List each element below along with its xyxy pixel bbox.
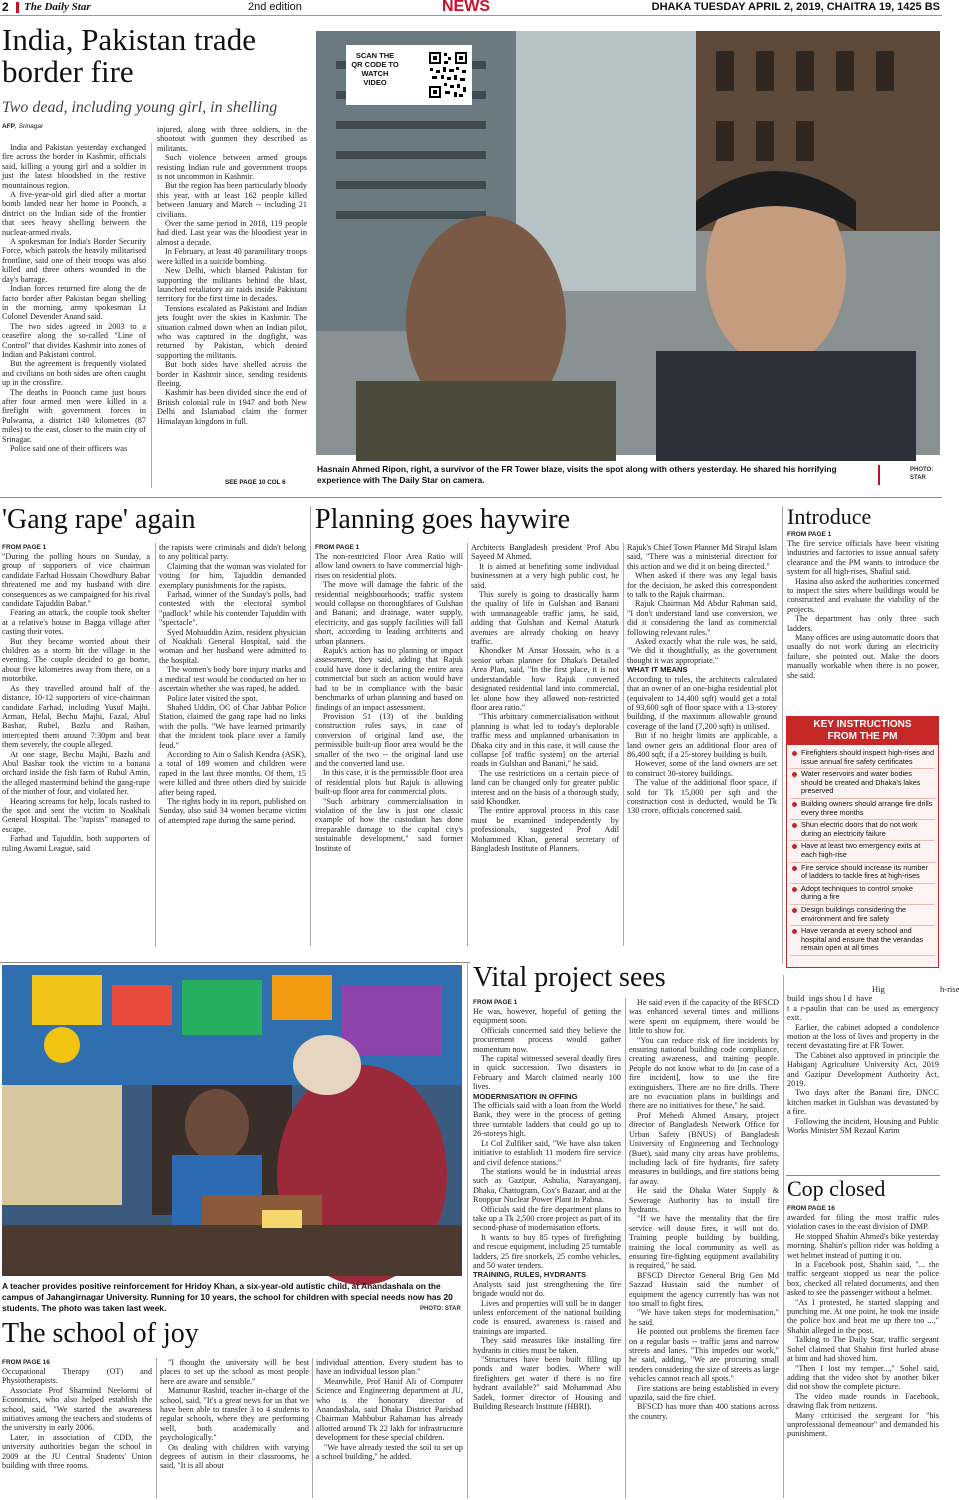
paragraph: The department has only three such ladders. bbox=[787, 614, 939, 633]
paragraph: "If we have the mentality that the fire service will douse fires, it will not do. Training people building by building, training the local community as well as ensuring fire-fighting equipment availability is required," he said. bbox=[629, 1214, 779, 1271]
paragraph: It is aimed at benefiting some individual businessmen at a very high public cost, he said. bbox=[471, 561, 619, 590]
key-instructions-list bbox=[787, 745, 938, 956]
paragraph: When asked if there was any legal basis for the decision, he asked this correspondent to talk to the Rajuk chairman. bbox=[627, 571, 777, 600]
paragraph: The video made rounds in Facebook, drawing flak from netizens. bbox=[787, 1391, 939, 1411]
paragraph: According to rules, the architects calculated that an owner of an one-bigha residential plot (equivalent to 14,400 sqft) would get a total of 93,600 sqft of floor space with a 13-storey building, if the maximum allowable ground coverage of the land (7,200 sqft) is utilised. bbox=[627, 674, 777, 731]
top-photo-credit: PHOTO: STAR bbox=[910, 467, 934, 481]
paragraph: On dealing with children with varying degrees of autism in their classrooms, he said, "It is all about bbox=[160, 1442, 309, 1471]
border-fire-column-1 bbox=[2, 143, 146, 488]
paragraph: individual attention. Every student has to have an individual lesson plan." bbox=[316, 1358, 463, 1377]
paragraph: New Delhi, which blamed Pakistan for supporting the militants behind the blast, launched retaliatory air raids inside Pakistani territory for the first time in decades. bbox=[157, 266, 307, 304]
subhead-border-fire: Two dead, including young girl, in shelling bbox=[2, 99, 278, 116]
paper-name: The Daily Star bbox=[24, 1, 91, 13]
key-instruction-item: Firefighters should inspect high-rises and issue annual fire safety certificates bbox=[790, 748, 935, 769]
cop-closed-column bbox=[787, 1204, 939, 1498]
paragraph: A spokesman for India's Border Security Force, which patrols the heavily militarised frontline, said one of their troops was also killed and three others wounded in the day's barrage. bbox=[2, 237, 146, 284]
paragraph: Earlier, the cabinet adopted a condolence motion at the loss of lives and property in the recent devastating fire at FR Tower. bbox=[787, 1022, 939, 1051]
classroom-scene bbox=[2, 965, 462, 1276]
paragraph: Syed Mohiuddin Azim, resident physician of Noakhali General Hospital, said the woman and her husband were admitted to the hospital. bbox=[159, 627, 306, 665]
paragraph: The two sides agreed in 2003 to a ceasefire along the so-called "Line of Control" that divides Kashmir into zones of Indian and Pakistani control. bbox=[2, 321, 146, 359]
paragraph: "We have already tested the soil to set up a school building," he added. bbox=[316, 1442, 463, 1462]
headline-vital-project: Vital project sees bbox=[473, 962, 666, 993]
paragraph: "We have taken steps for modernisation," he said. bbox=[629, 1308, 779, 1327]
qr-box bbox=[346, 45, 472, 105]
paragraph: In this case, it is the permissible floor area of residential plots but Rajuk is allowing built-up floor area for commercial plots. bbox=[315, 768, 463, 797]
paragraph: "Such arbitrary commercialisation in violation of the law is just one classic example of how the custodian has done irreparable damage to the capital city's sustainable development," said former Institute of bbox=[315, 796, 463, 853]
paragraph: But they became worried about their children as a storm hit the village in the evening. The couple decided to go home, about five kilometres away from there, on a motorbike. bbox=[2, 636, 150, 684]
paragraph: The women's body bore injury marks and a medical test would be conducted on her to ascertain whether she was raped, he added. bbox=[159, 665, 306, 694]
paragraph: Rajuk Chairman Md Abdur Rahman said, "I don't understand land use conversion, we did it considering the land as commercial following relevant rules." bbox=[627, 599, 777, 637]
paragraph: Fearing an attack, the couple took shelter at a relative's house in Bagga village after casting their votes. bbox=[2, 608, 150, 637]
paragraph: Lives and properties will still be in danger unless enforcement of the national building code is ensured, awareness is raised and trainings are imparted. bbox=[473, 1298, 621, 1336]
caption-rule bbox=[878, 465, 880, 485]
masthead-bar bbox=[16, 2, 19, 13]
anandashala-photo bbox=[2, 965, 462, 1276]
from-page-label: FROM PAGE 16 bbox=[2, 1359, 50, 1366]
column-rule bbox=[467, 543, 468, 946]
gang-rape-column-1 bbox=[2, 543, 150, 947]
paragraph: Analysts said just strengthening the fire brigade would not do. bbox=[473, 1279, 621, 1299]
from-page-label: FROM PAGE 1 bbox=[473, 999, 518, 1006]
from-page-label: FROM PAGE 1 bbox=[2, 544, 47, 551]
paragraph: It wants to buy 85 types of firefighting and rescue equipment, including 25 turntable ladders, 25 fire snorkels, 25 combo vehicles, and 50 water tenders. bbox=[473, 1232, 621, 1270]
paragraph: Mamunur Rashid, teacher in-charge of the school, said, "It's a great news for us that we have been able to transfer 3 to 4 students to regular schools, where they are performing well, both academically and psychologically." bbox=[160, 1386, 309, 1443]
paragraph: He pointed out problems the firemen face on a regular basis -- traffic jams and narrow streets and lanes. "This impedes our work," he said, adding, "We are procuring small tenders considering the size of streets as large vehicles cannot reach all spots." bbox=[629, 1327, 779, 1384]
key-instruction-item: Have at least two emergency exits at each high-rise bbox=[790, 841, 935, 862]
paragraph: The rights body in its report, published on Sunday, also said 34 women became victim of attempted rape during the same period. bbox=[159, 796, 306, 825]
headline-cop-closed: Cop closed bbox=[787, 1176, 886, 1201]
paragraph: Shahed Uddin, OC of Char Jabbar Police Station, claimed the gang rape had no links with the polls. "We have learned primarily that the incident took place over a family feud." bbox=[159, 702, 306, 750]
paragraph: The deaths in Poonch came just hours after four armed men were killed in a firefight with government forces in Pulwama, a district 140 kilometres (87 miles) to the east, closer to the main city of Srinagar. bbox=[2, 387, 146, 444]
paragraph: the rapists were criminals and didn't belong to any political party. bbox=[159, 543, 306, 562]
paragraph: But the region has been particularly bloody this year, with at least 162 people killed between January and March -- including 21 civilians. bbox=[157, 181, 307, 219]
paragraph: "Structures have been built filling up ponds and water bodies. Where will firefighters get water if there is no fire hydrant available?" said Mohammad Abu Sadek, former director of Housing and Building Research Institute (HBRI). bbox=[473, 1355, 621, 1412]
bottom-photo-caption: A teacher provides positive reinforcement for Hridoy Khan, a six-year-old autistic child, at Anandashala on the campus of Jahangirnagar University. Running for 10 years, the school for children with special needs now has 20 students. The photo was taken last week. bbox=[2, 1281, 453, 1313]
subhead-training: TRAINING, RULES, HYDRANTS bbox=[473, 1270, 587, 1280]
paragraph: Police said one of their officers was bbox=[10, 444, 128, 453]
paragraph: Indian forces returned fire along the de facto border after Pakistan began shelling in the morning, army spokesman Lt Colonel Devender Anand said. bbox=[2, 284, 146, 322]
qr-code-icon bbox=[428, 51, 468, 99]
subhead-modernisation: MODERNISATION IN OFFING bbox=[473, 1091, 578, 1101]
paragraph: "Then I lost my temper...," Sohel said, adding that the video shot by another biker did not show the complete picture. bbox=[787, 1363, 939, 1392]
paragraph: But both sides have shelled across the border in Kashmir since, sending residents fleeing. bbox=[157, 360, 307, 388]
paragraph: According to Ain o Salish Kendra (ASK), a total of 189 women and children were raped in the last three months. Of them, 15 were killed and three others died by suicide after being raped. bbox=[159, 749, 306, 797]
high-rise-line-1: Hig h-rise bbox=[872, 984, 959, 994]
paragraph: He stopped Shahin Ahmed's bike yesterday morning. Shahin's pillion rider was holding a wet helmet instead of putting it on. bbox=[787, 1231, 939, 1260]
paragraph: He was, however, hopeful of getting the equipment soon. bbox=[473, 1007, 621, 1026]
key-instruction-item: Adopt techniques to control smoke during a fire bbox=[790, 884, 935, 905]
column-rule bbox=[151, 143, 152, 488]
paragraph: At one stage, Bechu Majhi, Bazlu and Abul Bashar took the victim to a banana orchard inside the fish farm of Ruhul Amin, the alleged mastermind behind the gang-rape of the mother of four, and violated her. bbox=[2, 749, 150, 797]
paragraph: Occupational Therapy (OT) and Physiotherapists. bbox=[2, 1367, 152, 1386]
byline-place: , Srinagar bbox=[15, 123, 44, 130]
paragraph: He said even if the capacity of the BFSCD was enhanced several times and millions were spent on equipment, there would be little to show for. bbox=[629, 998, 779, 1036]
paragraph: Rajuk's Chief Town Planner Md Sirajul Islam said, "There was a ministerial direction for this action and we did it on being directed." bbox=[627, 543, 777, 571]
paragraph: Following the incident, Housing and Public Works Minister SM Rezaul Karim bbox=[787, 1116, 939, 1136]
column-rule bbox=[623, 543, 624, 946]
from-page-label: FROM PAGE 1 bbox=[787, 531, 832, 538]
paragraph: This surely is going to drastically harm the quality of life in Gulshan and Banani with unmanageable traffic jams, he said, adding that Gulshan and Kemal Ataturk avenues are already choking on heavy traffic. bbox=[471, 590, 619, 647]
paragraph: The move will damage the fabric of the residential neighbourhoods; traffic system would collapse on thoroughfares of Gulshan and Banani; and drainage, water supply, electricity, and gas supply facilities will fall short, according to leading architects and urban planners. bbox=[315, 580, 463, 646]
gang-rape-column-2 bbox=[159, 543, 306, 947]
column-rule bbox=[467, 962, 468, 1498]
byline bbox=[2, 123, 43, 130]
paragraph: "During the polling hours on Sunday, a group of supporters of vice chairman candidate Farhad Hossain Chowdhury Babar threatened me and my husband with dire consequences as we campaigned for his rival candidate Tajuddin Babar." bbox=[2, 552, 150, 609]
paragraph: BFSCD Director General Brig Gen Md Sazzad Hussain said the number of equipment the agency currently has was not too small to fight fires. bbox=[629, 1270, 779, 1308]
paragraph: Provision 51 (13) of the building construction rules says, in case of conversion of original land use, the permissible built-up floor area would be the smaller of the two -- the original land use and the converted land use. bbox=[315, 711, 463, 768]
column-rule bbox=[782, 506, 783, 964]
paragraph: Kashmir has been divided since the end of British colonial rule in 1947 and both New Delhi and Islamabad claim the former Himalayan kingdom in full. bbox=[157, 388, 307, 426]
paragraph: In February, at least 40 paramilitary troops were killed in a suicide bombing. bbox=[157, 247, 307, 266]
paragraph: Asked exactly what the rule was, he said, "We did it thoughtfully, as the government thought it was appropriate." bbox=[627, 637, 777, 665]
paragraph: They said measures like installing fire hydrants in cities must be taken. bbox=[473, 1336, 621, 1355]
from-page-label: FROM PAGE 16 bbox=[787, 1205, 835, 1212]
paragraph: As they travelled around half of the distance, 10-12 supporters of vice-chairman candidate Farhad, including Yusuf Majhi, Arman, Helal, Bechu Majhi, Fazal, Abul Bashar, Rubel, Bazlu and Raihan, intercepted them around 7:30pm and beat them severely, the couple alleged. bbox=[2, 683, 150, 750]
introduce-column bbox=[787, 530, 939, 716]
column-rule bbox=[312, 1358, 313, 1498]
paragraph: India and Pakistan yesterday exchanged fire across the border in Kashmir, officials said, killing a young girl and a soldier in just the latest bloodshed in the restive mountainous region. bbox=[2, 143, 146, 190]
paragraph: Prof Mehedi Ahmed Ansary, project director of Bangladesh Network Office for Urban Safety (BNUS) of Bangladesh University of Engineering and Technology (Buet), said many city areas have problems, including lack of fire hydrants, fire safety measures in buildings, and fire stations being far away. bbox=[629, 1110, 779, 1186]
dateline: DHAKA TUESDAY APRIL 2, 2019, CHAITRA 19, 1425 BS bbox=[651, 1, 940, 13]
paragraph: Many criticised the sergeant for "his unprofessional demeanour" and demanded his punishment. bbox=[787, 1410, 939, 1439]
paragraph: Talking to The Daily Star, traffic sergeant Sohel claimed that Shahin first hurled abuse at him and had shoved him. bbox=[787, 1335, 939, 1364]
planning-column-2 bbox=[471, 543, 619, 946]
key-instruction-item: Design buildings considering the environment and fire safety bbox=[790, 905, 935, 926]
paragraph: injured, along with three soldiers, in the shootout with gunmen they described as militants. bbox=[157, 125, 307, 153]
paragraph: Architects Bangladesh president Prof Abu Sayeed M Ahmed. bbox=[471, 543, 619, 562]
fr-tower-photo bbox=[316, 31, 940, 455]
column-rule bbox=[625, 998, 626, 1498]
paragraph: Over the same period in 2018, 119 people had died. Last year was the bloodiest year in almost a decade. bbox=[157, 219, 307, 247]
paragraph: Fire stations are being established in every upazila, said the fire chief. bbox=[629, 1383, 779, 1403]
key-instruction-item: Fire service should increase its number of ladders to tackle fires at high-rises bbox=[790, 863, 935, 884]
paragraph: BFSCD has more than 400 stations across the country. bbox=[629, 1402, 779, 1421]
paragraph: Hasina also asked the authorities concerned to inspect the sites where buildings would be constructed and evaluate the viability of the projects. bbox=[787, 576, 939, 614]
top-photo-caption: Hasnain Ahmed Ripon, right, a survivor of the FR Tower blaze, visits the spot along with others yesterday. He shared his horrifying experience with The Daily Star on camera. bbox=[317, 464, 837, 485]
school-column-2 bbox=[160, 1358, 309, 1498]
paragraph: Khondker M Ansar Hossain, who is a senior urban planner for Dhaka's Detailed Area Plan, said, "In the first place, it is not understandable how Rajuk converted designated residential land into commercial, let alone how they allowed non-restricted floor area ratio." bbox=[471, 646, 619, 712]
qr-label: SCAN THE QR CODE TO WATCH VIDEO bbox=[351, 51, 399, 87]
vital-project-column-2 bbox=[629, 998, 779, 1498]
headline-border-fire: India, Pakistan trade border fire bbox=[2, 22, 256, 89]
paragraph: The non-restricted Floor Area Ratio will allow land owners to have commercial high-rises on residential plots. bbox=[315, 552, 463, 580]
byline-agency: AFP bbox=[2, 123, 15, 130]
paragraph: "You can reduce risk of fire incidents by ensuring national building code compliance, creating awareness, and training people. People do not know what to do [in case of a fire incident], how to use the fire extinguishers. There are no fire drills. There are no evacuation plans in buildings and there are no initiatives for these," he said. bbox=[629, 1035, 779, 1111]
paragraph: The value of the additional floor space, if sold for Tk 15,000 per sqft and the construction cost is deducted, would be Tk 130 crore, officials concerned said. bbox=[627, 778, 777, 816]
paragraph: Tensions escalated as Pakistani and Indian jets fought over the skies in Kashmir. The situation calmed down when an Indian pilot, who was captured in the dogfight, was returned by Pakistan, which denied supporting the militants. bbox=[157, 303, 307, 360]
paragraph: The entire approval process in this case must be examined independently by professionals, suggested Prof Adil Mohammed Khan, general secretary of Bangladesh Institute of Planners. bbox=[471, 806, 619, 853]
paragraph: However, some of the land owners are set to construct 30-storey buildings. bbox=[627, 759, 777, 778]
column-rule bbox=[783, 975, 784, 1498]
planning-column-3 bbox=[627, 543, 777, 946]
paragraph: But the agreement is frequently violated and civilians on both sides are often caught up in the crossfire. bbox=[2, 359, 146, 388]
key-instruction-item: Water reservoirs and water bodies should be created and Dhaka's lakes preserved bbox=[790, 769, 935, 799]
section-rule-2 bbox=[0, 962, 470, 963]
paragraph: The use restrictions on a certain piece of land can be changed only for greater public interest and on the basis of a thorough study, said Khondker. bbox=[471, 768, 619, 806]
key-instructions-title: KEY INSTRUCTIONS FROM THE PM bbox=[787, 717, 938, 745]
paragraph: t a r-paulin that can be used as emergency exit. bbox=[787, 1003, 939, 1023]
column-rule bbox=[310, 506, 311, 946]
paragraph: awarded for filing the most traffic rules violation cases in the east division of DMP. bbox=[787, 1213, 939, 1232]
paragraph: The stations would be in industrial areas such as Gazipur, Ashulia, Narayanganj, Dhaka, Chattogram, Cox's Bazaar, and at the Rooppur Nuclear Power Plant in Pabna. bbox=[473, 1166, 621, 1205]
paragraph: Rajuk's action has no planning or impact assessment, they said, adding that Rajuk could have done it declaring the entire area commercial but such an action would have had to be in compliance with the basic benchmarks of urban planning and based on findings of an impact assessment. bbox=[315, 646, 463, 712]
paragraph: He said the Dhaka Water Supply & Sewerage Authority has to install fire hydrants. bbox=[629, 1186, 779, 1214]
from-page-label: FROM PAGE 1 bbox=[315, 544, 360, 551]
subhead-what-it-means: WHAT IT MEANS bbox=[627, 665, 688, 675]
paragraph: Many offices are using automatic doors that usually do not work during an electricity failure, she pointed out. Make the doors manually workable when there is no power, she said. bbox=[787, 633, 940, 680]
headline-introduce: Introduce bbox=[787, 504, 872, 529]
paragraph: Claiming that the woman was violated for voting for him, Tajuddin demanded exemplary punishments for the rapists. bbox=[159, 561, 306, 590]
school-column-1 bbox=[2, 1358, 152, 1498]
paragraph: Officials concerned said they believe the procurement process would gather momentum now. bbox=[473, 1025, 621, 1054]
key-instruction-item: Shun electric doors that do not work during an electricity failure bbox=[790, 820, 935, 841]
paragraph: The capital witnessed several deadly fires in quick succession. Two disasters in February and March claimed nearly 100 lives. bbox=[473, 1054, 621, 1092]
bottom-photo-credit: PHOTO: STAR bbox=[420, 1306, 461, 1312]
paragraph: Two days after the Banani fire, DNCC kitchen market in Gulshan was devastated by a fire. bbox=[787, 1088, 939, 1117]
section-rule-1 bbox=[0, 497, 942, 498]
paragraph: Lt Col Zulfiker said, "We have also taken initiative to establish 11 modern fire service and civil defence stations." bbox=[473, 1138, 621, 1167]
paragraph: "This arbitrary commercialisation without planning is what led to today's deplorable traffic mess and unplanned urbanisation in Dhaka city and in this case, it will cause the collapse [of traffic system] on the arterial roads in Gulshan and Banani," he said. bbox=[471, 712, 619, 769]
vital-project-column-1 bbox=[473, 998, 621, 1498]
planning-column-1 bbox=[315, 543, 463, 946]
paragraph: The fire service officials have been visiting industries and factories to issue annual safety clearance and the PM wants to introduce the system for all high-rises, Shafiul said. bbox=[787, 539, 939, 577]
masthead bbox=[0, 0, 942, 16]
paragraph: Later, in association of CDD, the university authorities began the school in 2009 at the JU Central Students' Union building with three rooms. bbox=[2, 1432, 152, 1471]
column-rule bbox=[156, 1358, 157, 1498]
edition-label: 2nd edition bbox=[248, 1, 302, 13]
headline-school-of-joy: The school of joy bbox=[2, 1318, 199, 1349]
page-number: 2 bbox=[2, 0, 9, 14]
border-fire-column-2 bbox=[157, 125, 307, 479]
headline-planning: Planning goes haywire bbox=[315, 504, 571, 535]
paragraph: Hearing screams for help, locals rushed to the spot and sent the victim to Noakhali General Hospital. The "rapists" managed to escape. bbox=[2, 796, 150, 834]
paragraph: "I thought the university will be best places to set up the school as most people here are aware and sensible." bbox=[160, 1358, 309, 1386]
paragraph: Meanwhile, Prof Hanif Ali of Computer Science and Engineering department at JU, who is the honorary director of Anandashala, said Dhaka District Parishad Chairman Mahbubur Rahaman has already allotted around Tk 22 lakh for infrastructure development for these special children. bbox=[316, 1376, 463, 1443]
paragraph: But if no height limits are applicable, a land owner gets an additional floor area of 86,400 sqft, if a 25-storey building is built. bbox=[627, 731, 777, 759]
headline-gang-rape: 'Gang rape' again bbox=[2, 504, 196, 535]
paragraph: "As I protested, he started slapping and punching me. At one point, he took me inside the police box and beat me up there too ...," Shahin alleged in the post. bbox=[787, 1297, 939, 1335]
section-label: NEWS bbox=[442, 0, 490, 15]
jump-line: SEE PAGE 10 COL 6 bbox=[225, 479, 286, 486]
paragraph: Police later visited the spot. bbox=[167, 693, 258, 703]
high-rise-line-2: build ings shou l d have bbox=[787, 993, 873, 1004]
high-rise-column bbox=[787, 984, 959, 1173]
school-column-3 bbox=[316, 1358, 463, 1498]
paragraph: The officials said with a loan from the World Bank, they were in the process of getting three turntable ladders that could go up to 26-storeys high. bbox=[473, 1101, 621, 1139]
paragraph: Officials said the fire department plans to take up a Tk 2,500 crore project as part of its second-phase of modernisation efforts. bbox=[473, 1204, 621, 1233]
paragraph: Farhad and Tajuddin, both supporters of ruling Awami League, said bbox=[2, 834, 150, 853]
paragraph: Such violence between armed groups resisting Indian rule and government troops is not uncommon in Kashmir. bbox=[157, 153, 307, 182]
high-rise-paragraphs bbox=[787, 1004, 939, 1136]
paragraph: In a Facebook post, Shahin said, "... the traffic sergeant stopped us near the police box, checked all related documents, and then asked to see the passenger without a helmet. bbox=[787, 1260, 939, 1298]
paragraph: Farhad, winner of the Sunday's polls, had contested with the electoral symbol "padlock" while his contender Tajuddin with "spectacle". bbox=[159, 590, 306, 628]
paragraph: A five-year-old girl died after a mortar bomb landed near her home in Poonch, a district on the Indian side of the frontier that sees heavy shelling between the nuclear-armed rivals. bbox=[2, 190, 146, 237]
key-instruction-item: Building owners should arrange fire drills every three months bbox=[790, 799, 935, 820]
paragraph: Associate Prof Sharmind Neelormi of Economics, who also helped establish the school, said, "We started the awareness initiatives among the teachers and students of the university in early 2006. bbox=[2, 1385, 152, 1433]
key-instructions-box bbox=[786, 716, 939, 968]
column-rule bbox=[155, 543, 156, 947]
key-instruction-item: Have veranda at every school and hospital and ensure that the verandas remain open at all times bbox=[790, 926, 935, 956]
paragraph: The Cabinet also approved in principle the Habiganj Agriculture University Act, 2019 and Gazipur Development Authority Act, 2019. bbox=[787, 1050, 939, 1089]
